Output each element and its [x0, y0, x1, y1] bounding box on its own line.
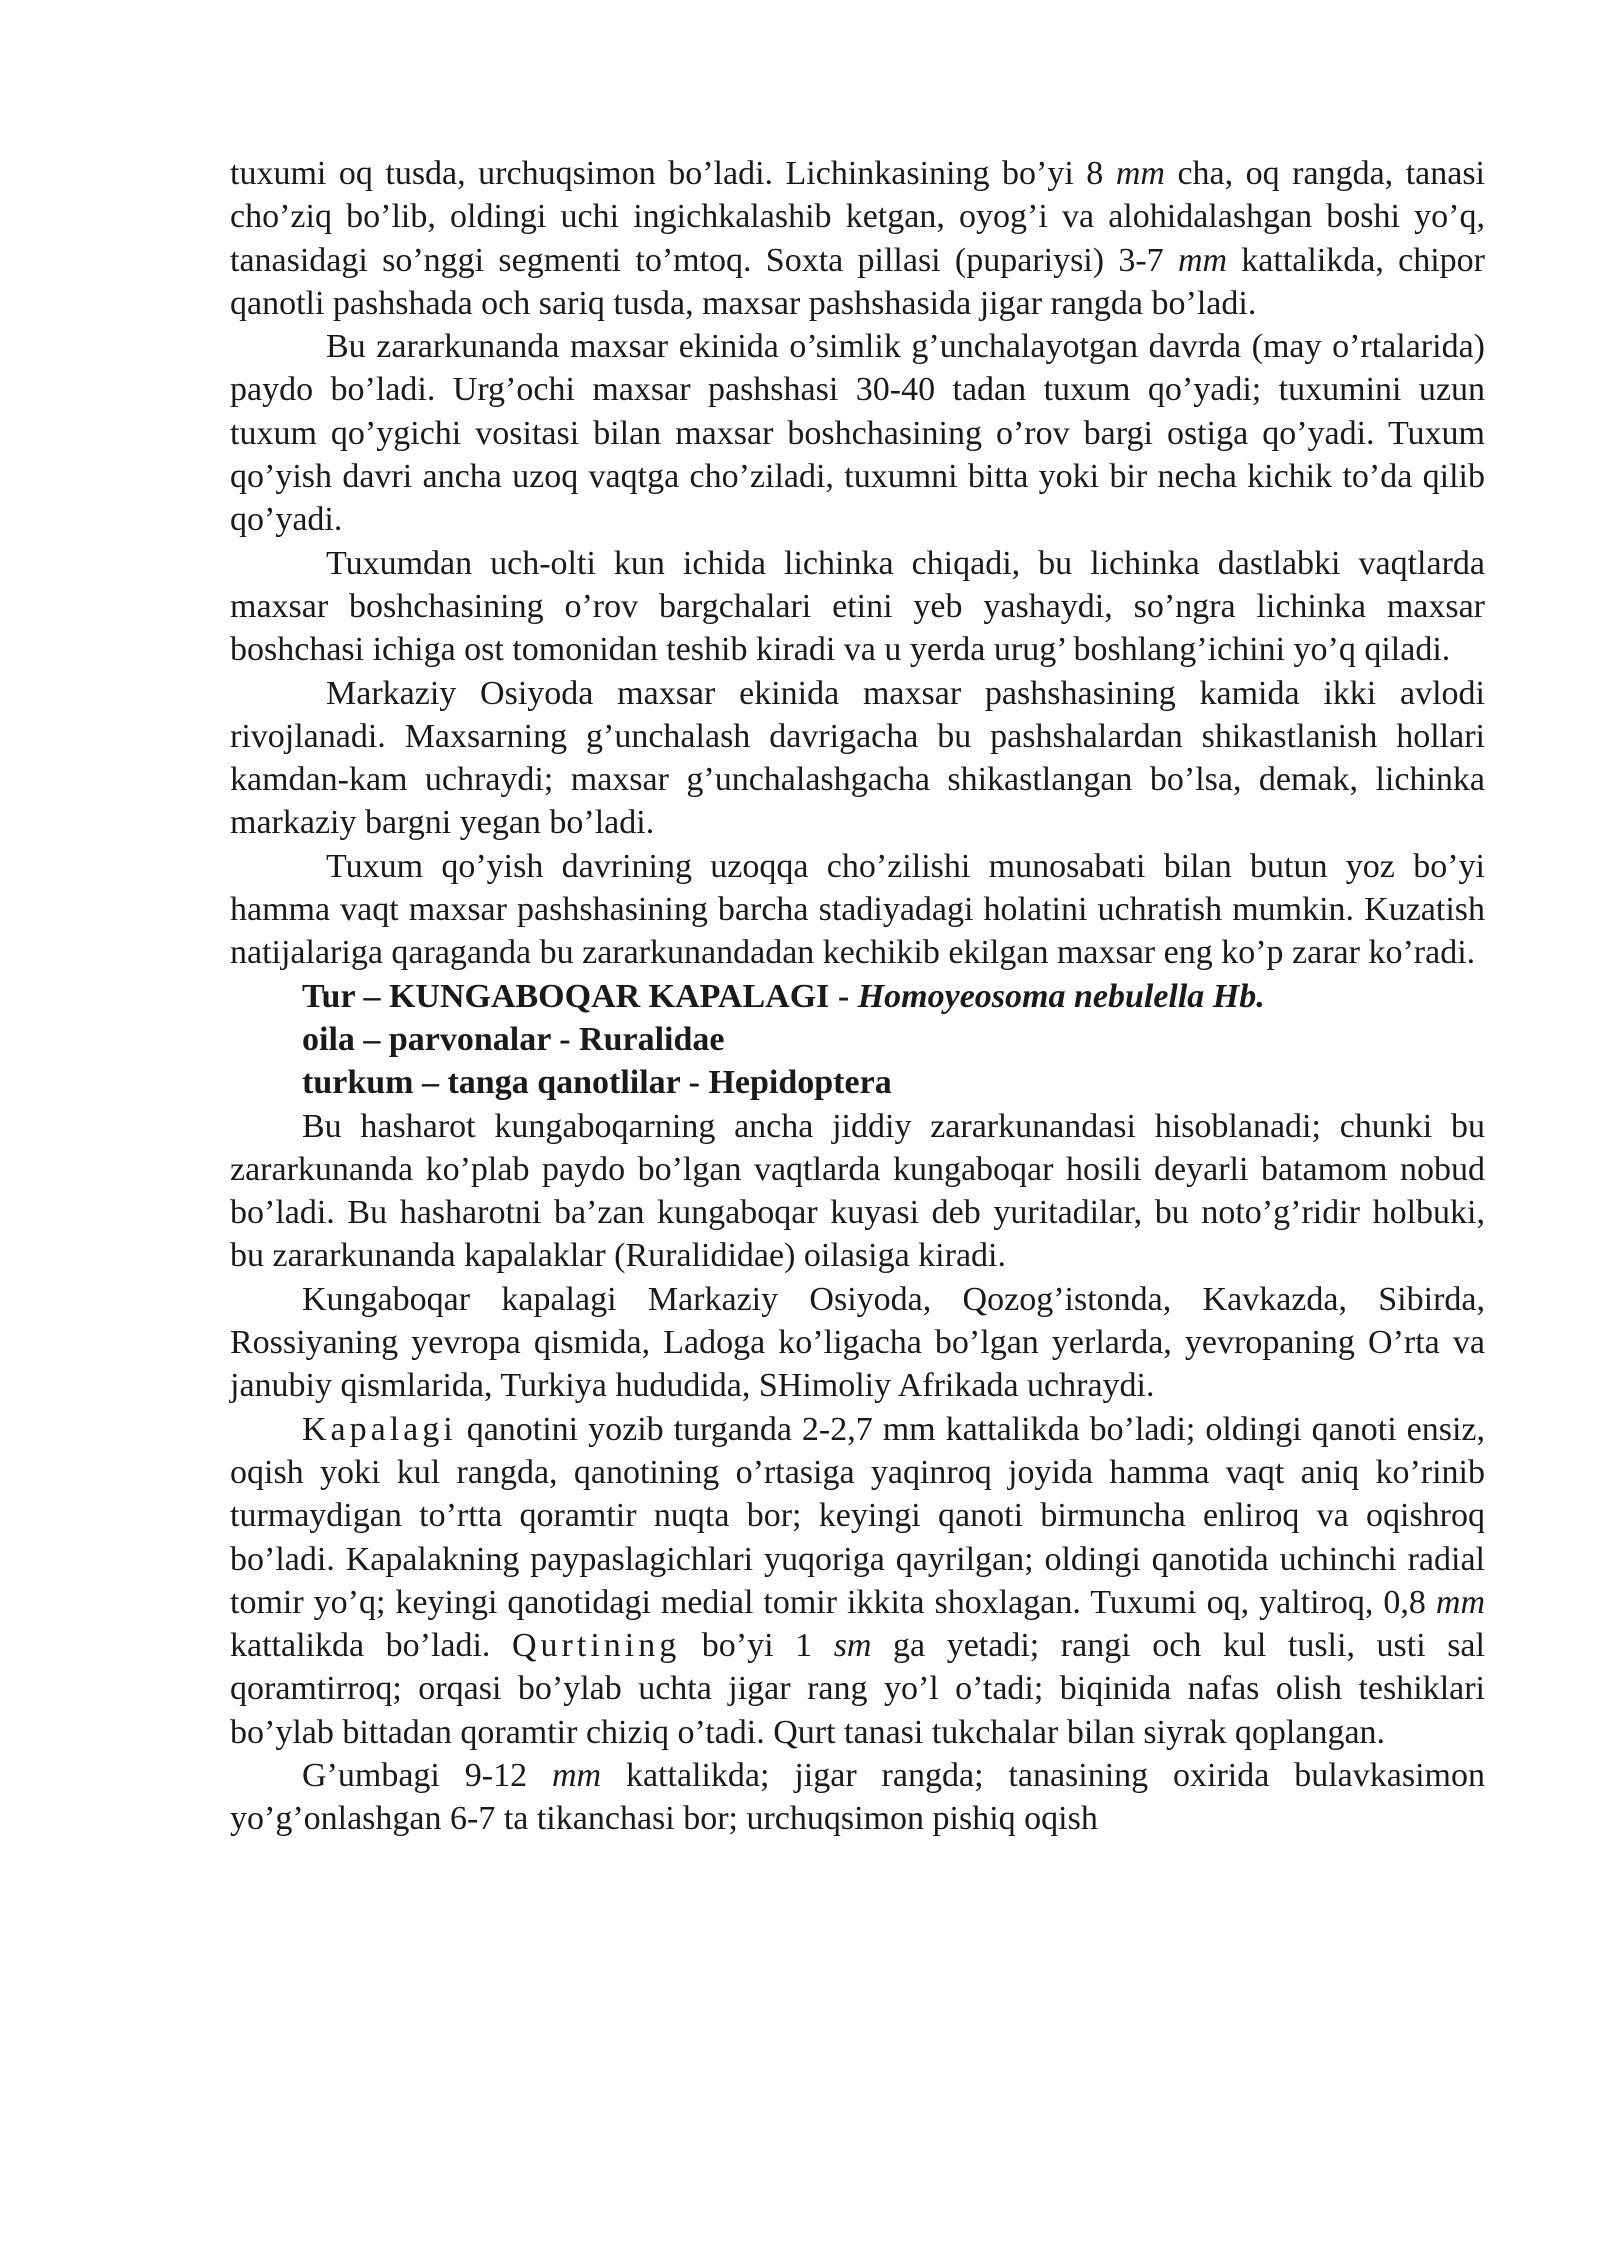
paragraph-egg-laying-period: Tuxum qo’yish davrining uzoqqa cho’zilishi munosabati bilan butun yoz bo’yi hamma vaqt maxsar pashshasining barcha stadiyadagi holatini uchratish mumkin. Kuzatish natijalariga qaraganda bu zararkunandadan kechikib ekilgan maxsar eng ko’p zarar ko’radi.: [230, 847, 1485, 972]
paragraph-moth-description: Kapalagi qanotini yozib turganda 2-2,7 mm kattalikda bo’ladi; oldingi qanoti ensiz, oqish yoki kul rangda, qanotining o’rtasiga yaqinroq joyida hamma vaqt aniq ko’rinib turmaydigan to’rtta qoramtir nuqta bor; keyingi qanoti birmuncha enliroq va oqishroq bo’ladi. Kapalakning paypaslagichlari yuqoriga qayrilgan; oldingi qanotida uchinchi radial tomir yo’q; keyingi qanotidagi medial tomir ikkita shoxlagan. Tuxumi oq, yaltiroq, 0,8 mm kattalikda bo’ladi. Qurtining bo’yi 1 sm ga yetadi; rangi och kul tusli, usti sal qoramtirroq; orqasi bo’ylab uchta jigar rang yo’l o’tadi; biqinida nafas olish teshiklari bo’ylab bittadan qoramtir chiziq o’tadi. Qurt tanasi tukchalar bilan siyrak qoplangan.: [230, 1410, 1485, 1751]
species-heading: Tur – KUNGABOQAR KAPALAGI - Homoyeosoma nebulella Hb.: [302, 977, 1265, 1015]
paragraph-larva-description: tuxumi oq tusda, urchuqsimon bo’ladi. Lichinkasining bo’yi 8 mm cha, oq rangda, tanasi cho’ziq bo’lib, oldingi uchi ingichkalashib ketgan, oyog’i va alohidalashgan boshi yo’q, tanasidagi so’nggi segmenti to’mtoq. Soxta pillasi (pupariysi) 3-7 mm kattalikda, chipor qanotli pashshada och sariq tusda, maxsar pashshasida jigar rangda bo’ladi.: [230, 155, 1485, 322]
paragraph-distribution: Kungaboqar kapalagi Markaziy Osiyoda, Qozog’istonda, Kavkazda, Sibirda, Rossiyaning yevropa qismida, Ladoga ko’ligacha bo’lgan yerlarda, yevropaning O’rta va janubiy qismlarida, Turkiya hududida, SHimoliy Afrikada uchraydi.: [230, 1280, 1485, 1405]
document-page: [230, 152, 1485, 1841]
paragraph-generations: Markaziy Osiyoda maxsar ekinida maxsar pashshasining kamida ikki avlodi rivojlanadi. Maxsarning g’unchalash davrigacha bu pashshalardan shikastlanish hollari kamdan-kam uchraydi; maxsar g’unchalashgacha shikastlangan bo’lsa, demak, lichinka markaziy bargni yegan bo’ladi.: [230, 674, 1485, 842]
paragraph-hatching: Tuxumdan uch-olti kun ichida lichinka chiqadi, bu lichinka dastlabki vaqtlarda maxsar boshchasining o’rov bargchalari etini yeb yashaydi, so’ngra lichinka maxsar boshchasi ichiga ost tomonidan teshib kiradi va u yerda urug’ boshlang’ichini yo’q qiladi.: [230, 544, 1485, 669]
paragraph-pupa-description: G’umbagi 9-12 mm kattalikda; jigar rangda; tanasining oxirida bulavkasimon yo’g’onlashgan 6-7 ta tikanchasi bor; urchuqsimon pishiq oqish: [230, 1756, 1485, 1838]
paragraph-appearance: Bu zararkunanda maxsar ekinida o’simlik g’unchalayotgan davrda (may o’rtalarida) paydo bo’ladi. Urg’ochi maxsar pashshasi 30-40 tadan tuxum qo’yadi; tuxumini uzun tuxum qo’ygichi vositasi bilan maxsar boshchasining o’rov bargi ostiga qo’yadi. Tuxum qo’yish davri ancha uzoq vaqtga cho’ziladi, tuxumni bitta yoki bir necha kichik to’da qilib qo’yadi.: [230, 328, 1485, 539]
order-heading: turkum – tanga qanotlilar - Hepidoptera: [302, 1064, 892, 1102]
family-heading: oila – parvonalar - Ruralidae: [302, 1020, 725, 1058]
paragraph-pest-significance: Bu hasharot kungaboqarning ancha jiddiy zararkunandasi hisoblanadi; chunki bu zararkunanda ko’plab paydo bo’lgan vaqtlarda kungaboqar hosili deyarli batamom nobud bo’ladi. Bu hasharotni ba’zan kungaboqar kuyasi deb yuritadilar, bu noto’g’ridir holbuki, bu zararkunanda kapalaklar (Ruralididae) oilasiga kiradi.: [230, 1107, 1485, 1275]
